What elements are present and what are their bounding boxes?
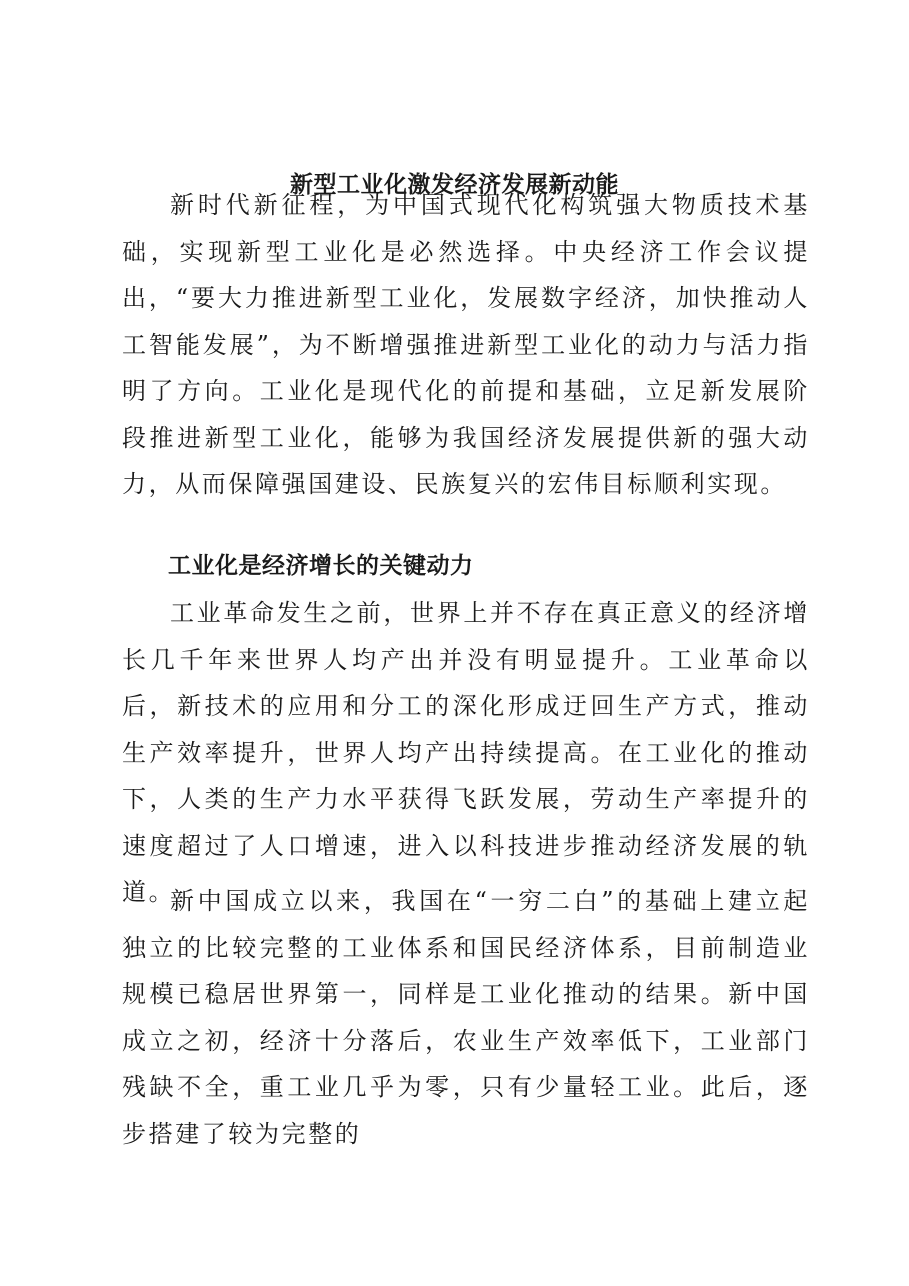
section-heading: 工业化是经济增长的关键动力 (168, 553, 474, 579)
section-paragraph-1: 工业革命发生之前，世界上并不存在真正意义的经济增长几千年来世界人均产出并没有明显提升。工业革命以后，新技术的应用和分工的深化形成迂回生产方式，推动生产效率提升，世界人均产出持续提高。在工业化的推动下，人类的生产力水平获得飞跃发展，劳动生产率提升的速度超过了人口增速，进入以科技进步推动经济发展的轨道。 (122, 599, 810, 906)
section-paragraph-2: 新中国成立以来，我国在“一穷二白”的基础上建立起独立的比较完整的工业体系和国民经济体系，目前制造业规模已稳居世界第一，同样是工业化推动的结果。新中国成立之初，经济十分落后，农业生产效率低下，工业部门残缺不全，重工业几乎为零，只有少量轻工业。此后，逐步搭建了较为完整的 (122, 887, 810, 1148)
document-title: 新型工业化激发经济发展新动能 (290, 171, 619, 198)
intro-paragraph: 新时代新征程，为中国式现代化构筑强大物质技术基础，实现新型工业化是必然选择。中央经济工作会议提出，“要大力推进新型工业化，发展数字经济，加快推动人工智能发展”，为不断增强推进新型工业化的动力与活力指明了方向。工业化是现代化的前提和基础，立足新发展阶段推进新型工业化，能够为我国经济发展提供新的强大动力，从而保障强国建设、民族复兴的宏伟目标顺利实现。 (122, 191, 810, 498)
